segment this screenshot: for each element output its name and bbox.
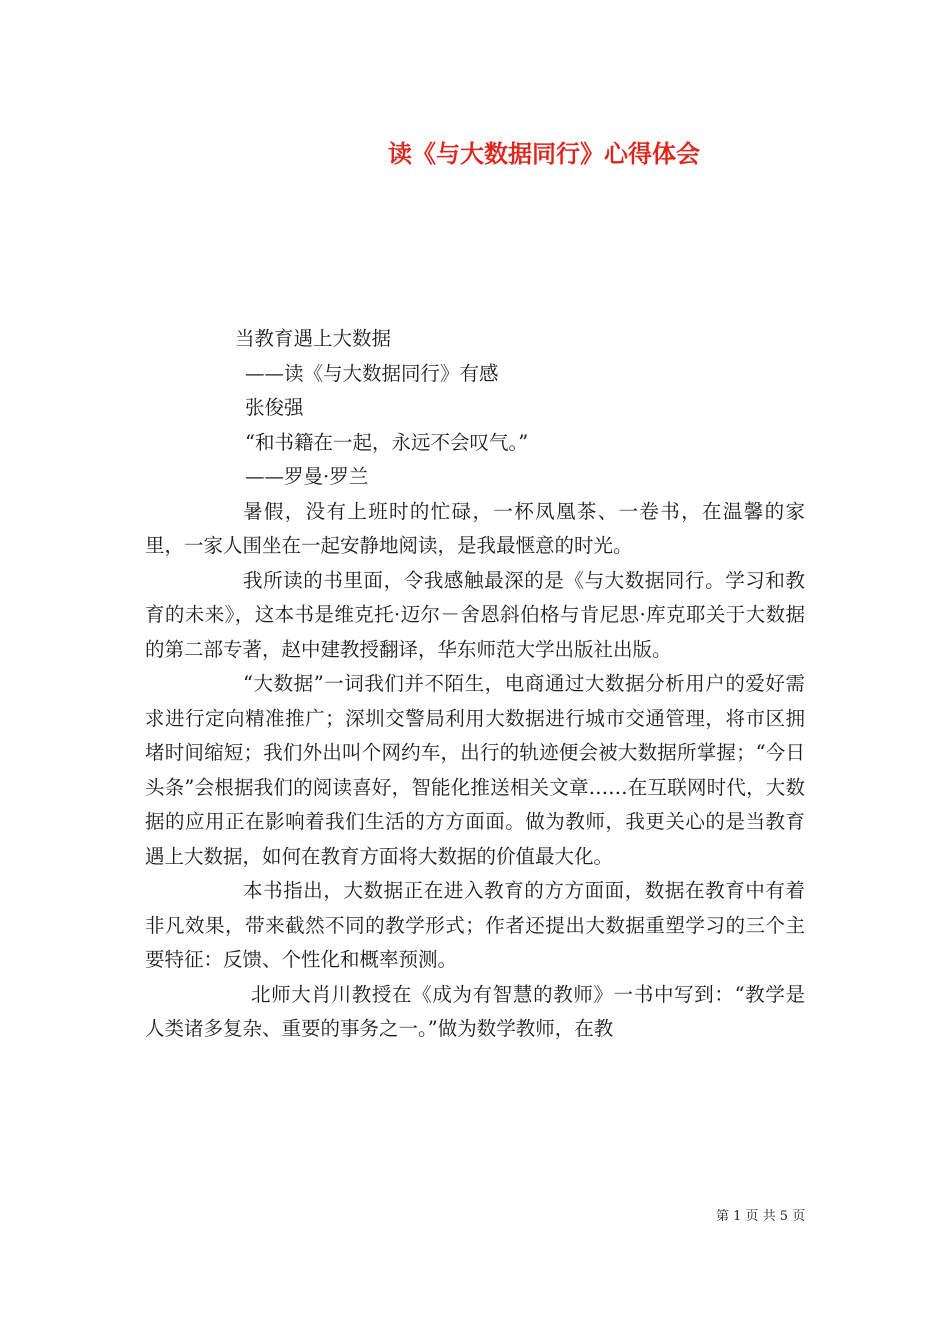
epigraph-quote: “和书籍在一起，永远不会叹气。” xyxy=(245,430,529,454)
epigraph-author: ——罗曼·罗兰 xyxy=(245,465,369,488)
page-footer: 第 1 页 共 5 页 xyxy=(716,1209,806,1224)
paragraph-4: 本书指出，大数据正在进入教育的方方面面，数据在教育中有着非凡效果，带来截然不同的教学形式；作者还提出大数据重塑学习的三个主要特征：反馈、个性化和概率预测。 xyxy=(145,879,805,971)
paragraph-5: 北师大肖川教授在《成为有智慧的教师》一书中写到：“教学是人类诸多复杂、重要的事务之一。”做为数学教师，在教 xyxy=(145,982,805,1040)
article-author: 张俊强 xyxy=(245,396,304,419)
page-title: 读《与大数据同行》心得体会 xyxy=(388,140,700,168)
article-subheading: ——读《与大数据同行》有感 xyxy=(245,361,499,385)
article-heading: 当教育遇上大数据 xyxy=(235,327,392,350)
document-body xyxy=(145,322,805,1047)
paragraph-2: 我所读的书里面，令我感触最深的是《与大数据同行。学习和教育的未来》，这本书是维克托·迈尔－舍恩斜伯格与肯尼思·库克耶关于大数据的第二部专著，赵中建教授翻译，华东师范大学出版社出版。 xyxy=(145,568,805,661)
paragraph-3: “大数据”一词我们并不陌生，电商通过大数据分析用户的爱好需求进行定向精准推广；深圳交警局利用大数据进行城市交通管理，将市区拥堵时间缩短；我们外出叫个网约车，出行的轨迹便会被大数据所掌握；“今日头条”会根据我们的阅读喜好，智能化推送相关文章……在互联网时代，大数据的应用正在影响着我们生活的方方面面。做为教师，我更关心的是当教育遇上大数据，如何在教育方面将大数据的价值最大化。 xyxy=(145,672,805,868)
paragraph-1: 暑假，没有上班时的忙碌，一杯凤凰茶、一卷书，在温馨的家里，一家人围坐在一起安静地阅读，是我最惬意的时光。 xyxy=(145,499,805,557)
